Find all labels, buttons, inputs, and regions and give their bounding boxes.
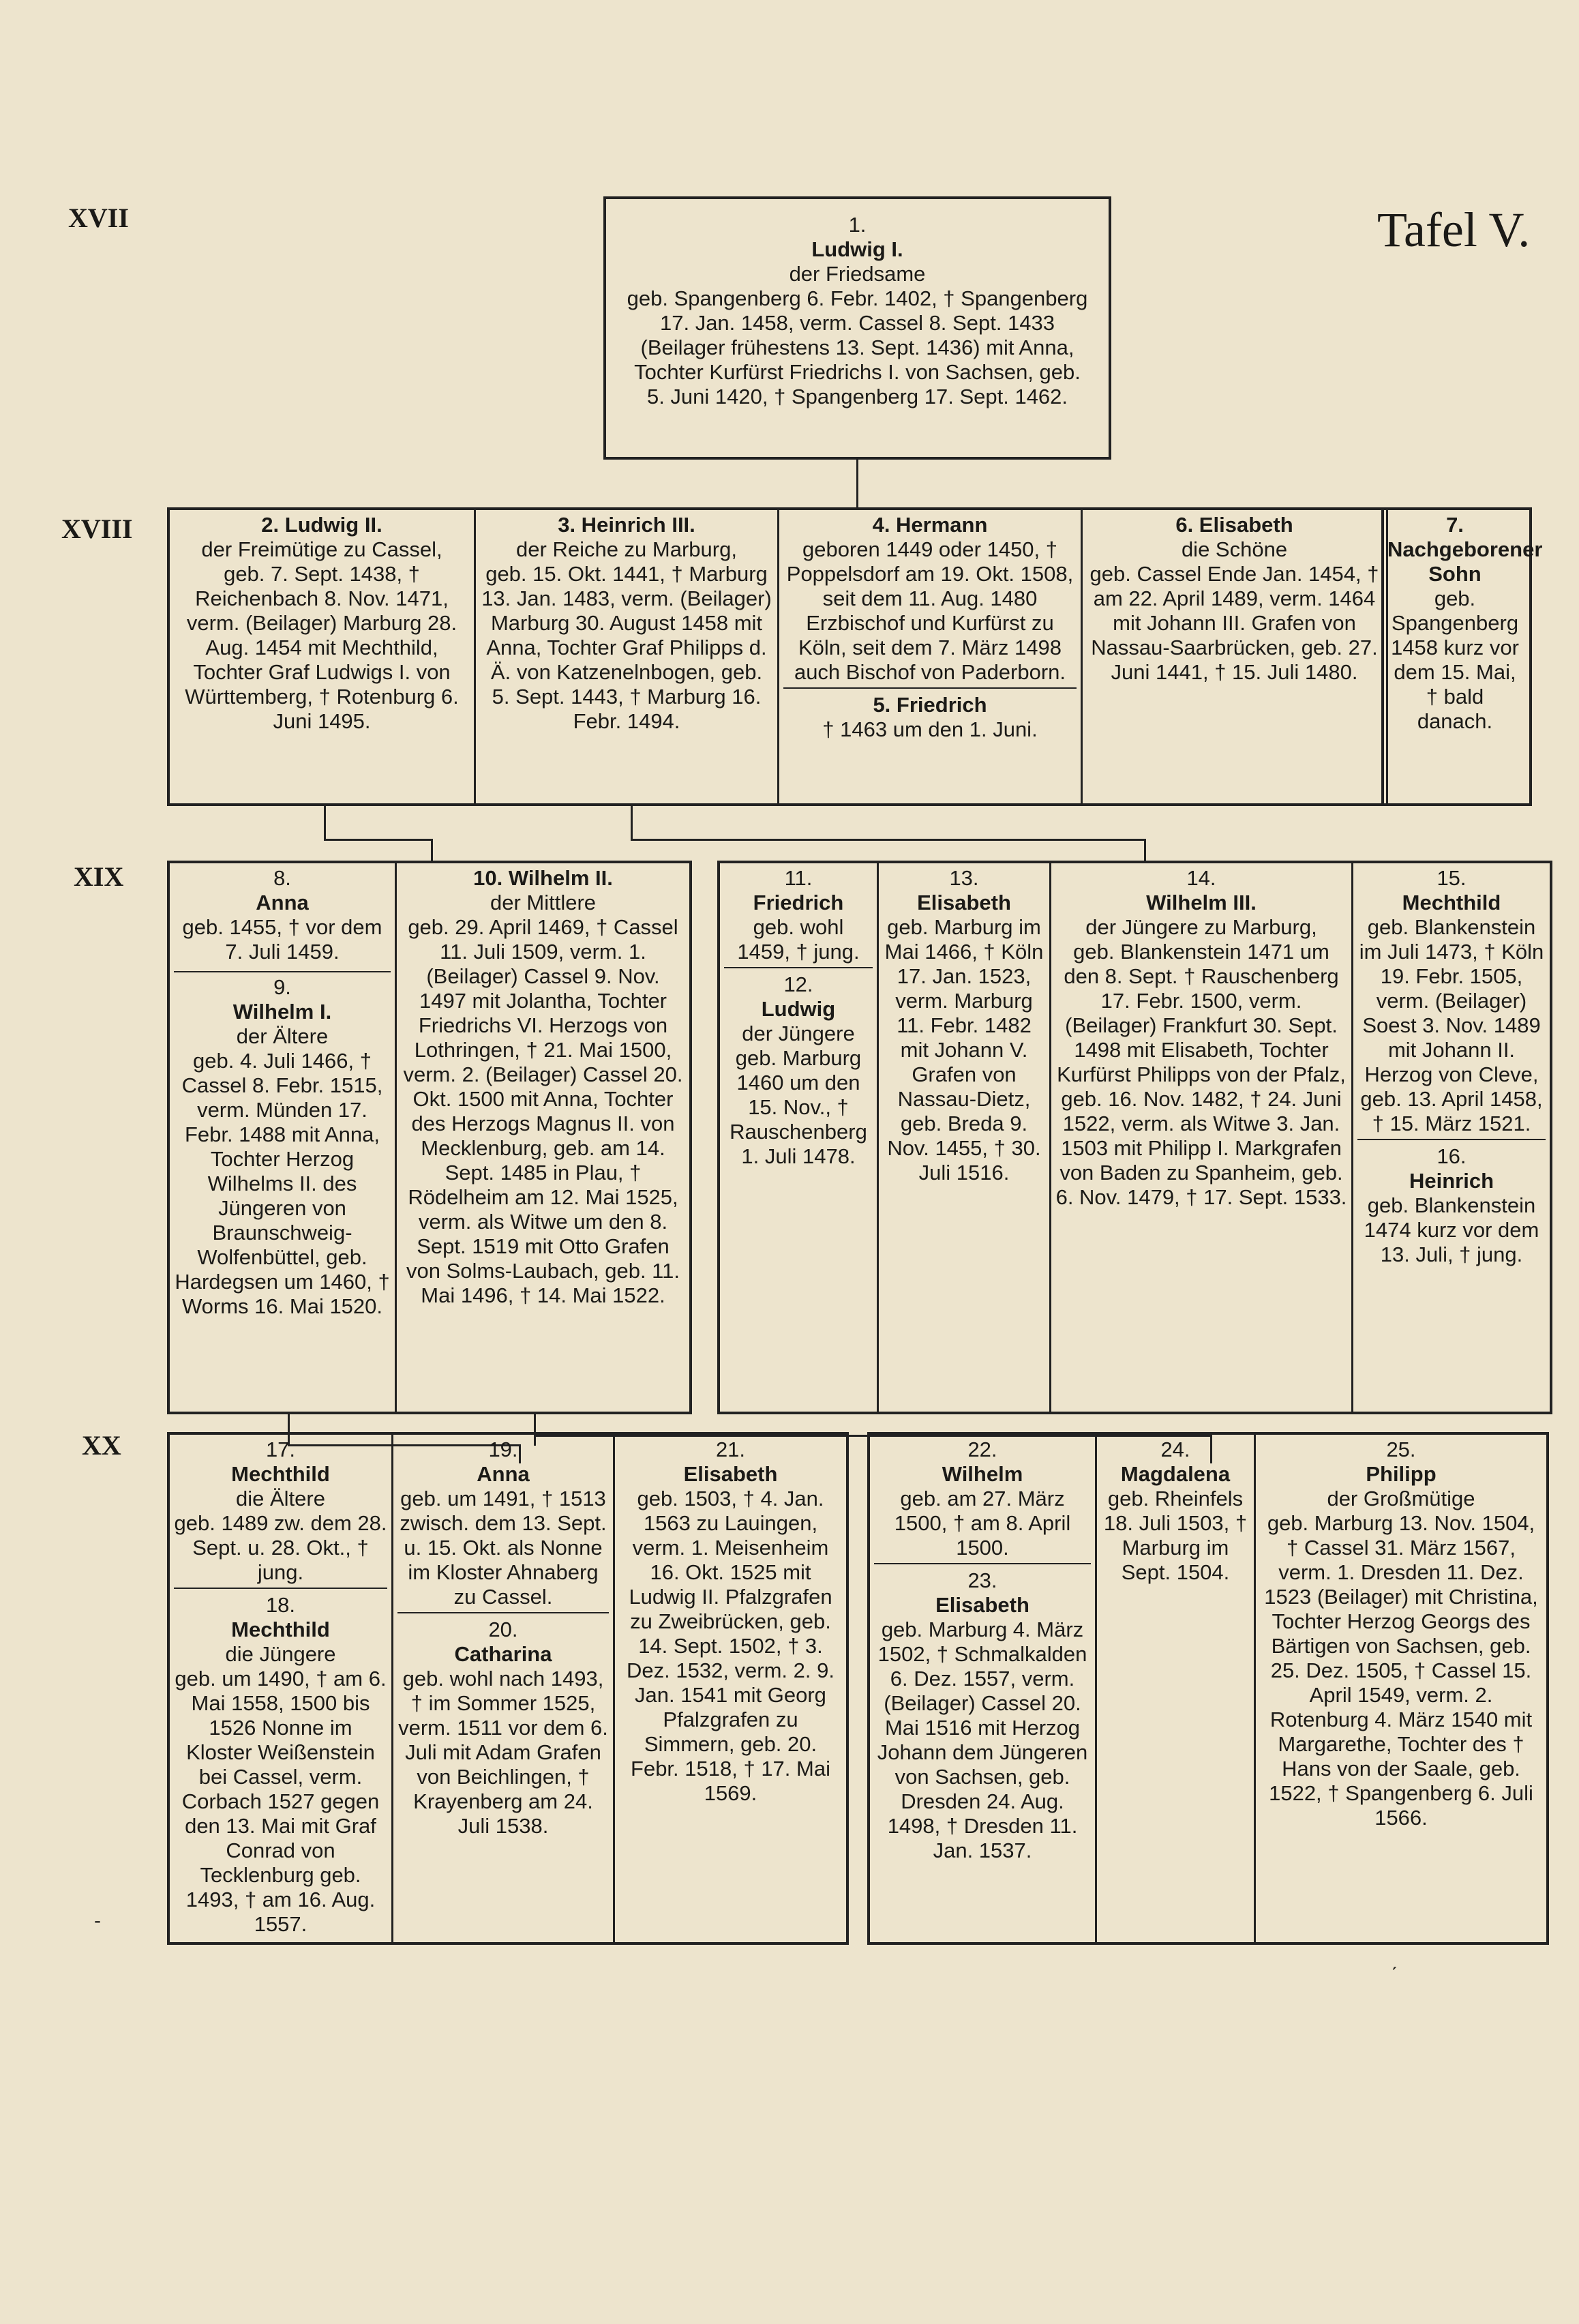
person-name: 3. Heinrich III. [558,513,695,537]
person-number: 21. [715,1437,746,1461]
person-name: Wilhelm III. [1146,891,1257,914]
person-details: geb. Blankenstein 1474 kurz vor dem 13. Juli, † jung. [1364,1193,1539,1266]
person-card [1097,1435,1254,1942]
connector-line [324,839,433,841]
person-card [870,1435,1095,1942]
person-details: geb. Blankenstein im Juli 1473, † Köln 19. Febr. 1505, verm. (Beilager) Soest 3. Nov. 1489 mit Johann II. Herzog von Cleve, geb. 13. April 1458, † 15. März 1521. [1359,915,1544,1135]
person-name: Magdalena [1120,1462,1231,1486]
person-name: Mechthild [1402,891,1501,914]
gen20-group-left [167,1432,849,1945]
person-name: Heinrich [1409,1169,1494,1193]
person-details: geb. Marburg 13. Nov. 1504, † Cassel 31. März 1567, verm. 1. Dresden 11. Dez. 1523 (Beilager) mit Christina, Tochter Herzog Georgs des Bärtigen von Sachsen, geb. 25. Dez. 1505, † Cassel 15. April 1549, verm. 2. Rotenburg 4. März 1540 mit Margarethe, Tochter des † Hans von der Saale, geb. 1522, † Spangenberg 6. Juli 1566. [1264,1511,1538,1830]
person-details: geb. Blankenstein 1471 um den 8. Sept. † Rauschenberg 17. Febr. 1500, verm. (Beilager) Frankfurt 30. Sept. 1498 mit Elisabeth, Tochter Kurfürst Philipps von der Pfalz, geb. 16. Nov. 1482, † 24. Juni 1522, verm. als Witwe 3. Jan. 1503 mit Philipp I. Markgrafen von Baden zu Spanheim, geb. 6. Nov. 1479, † 17. Sept. 1533. [1055,940,1347,1209]
person-card-upper [174,866,391,967]
person-epithet: die Jüngere [225,1642,336,1666]
generation-label-xix: XIX [74,861,124,892]
person-card [1383,510,1543,803]
person-details: geb. Spangenberg 1458 kurz vor dem 15. Mai, † bald danach. [1391,586,1519,733]
person-card-upper [783,513,1077,689]
generation-label-xx: XX [82,1430,121,1461]
print-mark: ˊ [1391,1964,1398,1986]
person-name: 7. Nachgeborener Sohn [1387,513,1543,586]
person-name: Elisabeth [917,891,1011,914]
person-name: Mechthild [231,1462,330,1486]
person-number: 8. [273,866,291,890]
connector-line [631,806,633,840]
person-card [879,863,1049,1412]
person-details: geb. 29. April 1469, † Cassel 11. Juli 1509, verm. 1. (Beilager) Cassel 9. Nov. 1497 mit Jolantha, Tochter Friedrichs VI. Herzogs von Lothringen, † 21. Mai 1500, verm. 2. (Beilager) Cassel 20. Okt. 1500 mit Anna, Tochter des Herzogs Magnus II. von Mecklenburg, geb. am 14. Sept. 1485 in Plau, † Rödelheim am 12. Mai 1525, verm. als Witwe um den 8. Sept. 1519 mit Otto Grafen von Solms-Laubach, geb. 11. Mai 1496, † 14. Mai 1522. [403,915,683,1307]
person-number: 9. [174,971,391,1000]
person-name: Wilhelm I. [232,1000,332,1024]
person-name: Philipp [1366,1462,1437,1486]
gen20-group-right [867,1432,1549,1945]
generation-label-xviii: XVIII [61,513,133,544]
person-name: Wilhelm [942,1462,1023,1486]
person-number: 13. [949,866,979,890]
person-details: † 1463 um den 1. Juni. [822,717,1038,741]
person-number: 25. [1386,1437,1416,1461]
person-card-upper [1357,866,1546,1140]
person-epithet: die Ältere [236,1487,325,1510]
plate-title: Tafel V. [1377,203,1531,257]
person-epithet: der Reiche zu Marburg, [516,537,737,561]
connector-line [856,460,858,507]
person-number: 18. [265,1593,296,1617]
person-card [779,510,1081,803]
connector-line [324,806,326,840]
person-number: 11. [784,866,813,890]
person-card [1051,863,1351,1412]
gen18-group-end [1383,507,1543,806]
person-card-upper [724,866,873,968]
person-card [476,510,777,803]
person-details: geb. um 1491, † 1513 zwisch. dem 13. Sept. u. 15. Okt. als Nonne im Kloster Ahnaberg zu Cassel. [400,1487,607,1609]
person-name: Ludwig I. [811,237,903,261]
person-name: Catharina [454,1642,552,1666]
person-details: geb. Spangenberg 6. Febr. 1402, † Spangenberg 17. Jan. 1458, verm. Cassel 8. Sept. 1433 (Beilager frühestens 13. Sept. 1436) mit Anna, Tochter Kurfürst Friedrichs I. von Sachsen, geb. 5. Juni 1420, † Spangenberg 17. Sept. 1462. [627,286,1088,408]
person-card-upper [174,1437,387,1589]
person-card [170,863,395,1412]
person-details: geb. 7. Sept. 1438, † Reichenbach 8. Nov. 1471, verm. (Beilager) Marburg 28. Aug. 1454 mit Mechthild, Tochter Graf Ludwigs I. von Württemberg, † Rotenburg 6. Juni 1495. [185,562,459,733]
person-number: 19. [488,1437,518,1461]
generation-label-xvii: XVII [68,203,129,233]
person-name: 6. Elisabeth [1175,513,1293,537]
person-number: 16. [1437,1144,1467,1168]
person-card [170,1435,391,1942]
person-number: 24. [1160,1437,1190,1461]
person-number: 17. [265,1437,296,1461]
gen17-group [603,196,1111,460]
person-details: geb. Marburg im Mai 1466, † Köln 17. Jan. 1523, verm. Marburg 11. Febr. 1482 mit Johann V. Grafen von Nassau-Dietz, geb. Breda 9. Nov. 1455, † 30. Juli 1516. [884,915,1044,1185]
person-details: geb. Marburg 4. März 1502, † Schmalkalden 6. Dez. 1557, verm. (Beilager) Cassel 20. Mai 1516 mit Herzog Johann dem Jüngeren von Sachsen, geb. Dresden 24. Aug. 1498, † Dresden 11. Jan. 1537. [877,1618,1088,1862]
person-card [393,1435,613,1942]
gen19-group-right [717,861,1552,1414]
person-name: 5. Friedrich [873,693,987,717]
person-epithet: der Ältere [236,1024,329,1048]
person-card [606,199,1109,457]
person-number: 23. [967,1568,997,1592]
person-card [615,1435,846,1942]
person-details: geb. Rheinfels 18. Juli 1503, † Marburg im Sept. 1504. [1103,1487,1248,1584]
person-number: 22. [967,1437,997,1461]
person-card [1256,1435,1546,1942]
person-details: geb. 1455, † vor dem 7. Juli 1459. [182,915,382,964]
person-card-upper [397,1437,609,1613]
person-name: Elisabeth [935,1593,1029,1617]
gen18-group [167,507,1384,806]
person-epithet: der Friedsame [789,262,926,286]
person-details: geboren 1449 oder 1450, † Poppelsdorf am 19. Okt. 1508, seit dem 11. Aug. 1480 Erzbischof und Kurfürst zu Köln, seit dem 7. März 1498 auch Bischof von Paderborn. [786,537,1074,684]
person-epithet: der Freimütige zu Cassel, [201,537,442,561]
person-details: geb. Cassel Ende Jan. 1454, † am 22. April 1489, verm. 1464 mit Johann III. Grafen von Nassau-Saarbrücken, geb. 27. Juni 1441, † 15. Juli 1480. [1089,562,1379,684]
person-card [1083,510,1386,803]
person-details: geb. wohl 1459, † jung. [737,915,860,964]
person-epithet: die Schöne [1181,537,1288,561]
person-details: geb. Marburg 1460 um den 15. Nov., † Rauschenberg 1. Juli 1478. [730,1046,867,1168]
person-name: Friedrich [753,891,844,914]
person-epithet: der Jüngere zu Marburg, [1085,915,1317,939]
person-epithet: der Jüngere [742,1022,855,1045]
person-number: 15. [1437,866,1467,890]
person-number: 14. [1186,866,1216,890]
connector-line [1144,839,1146,862]
print-mark: - [94,1909,101,1932]
person-name: Mechthild [231,1618,330,1641]
person-details: geb. 1489 zw. dem 28. Sept. u. 28. Okt., † jung. [174,1511,387,1584]
gen19-group-left [167,861,692,1414]
person-name: 4. Hermann [872,513,988,537]
person-number: 1. [848,213,867,237]
person-details: geb. 4. Juli 1466, † Cassel 8. Febr. 1515, verm. Münden 17. Febr. 1488 mit Anna, Tochter Herzog Wilhelms II. des Jüngeren von Braunschweig-Wolfenbüttel, geb. Hardegsen um 1460, † Worms 16. Mai 1520. [175,1049,390,1318]
person-epithet: der Großmütige [1327,1487,1475,1510]
person-name: Ludwig [761,997,836,1021]
person-details: geb. um 1490, † am 6. Mai 1558, 1500 bis 1526 Nonne im Kloster Weißenstein bei Cassel, verm. Corbach 1527 gegen den 13. Mai mit Graf Conrad von Tecklenburg geb. 1493, † am 16. Aug. 1557. [175,1667,387,1936]
person-name: 10. Wilhelm II. [473,866,613,890]
person-name: Anna [477,1462,530,1486]
person-card [170,510,474,803]
person-name: Anna [256,891,309,914]
person-name: 2. Ludwig II. [261,513,382,537]
person-details: geb. 15. Okt. 1441, † Marburg 13. Jan. 1483, verm. (Beilager) Marburg 30. August 1458 mit Anna, Tochter Graf Philipps d. Ä. von Katzenelnbogen, geb. 5. Sept. 1443, † Marburg 16. Febr. 1494. [481,562,772,733]
person-card [1353,863,1550,1412]
person-card [397,863,689,1412]
person-card-upper [874,1437,1091,1564]
person-name: Elisabeth [683,1462,778,1486]
person-number: 12. [783,972,813,996]
person-card [720,863,877,1412]
person-details: geb. am 27. März 1500, † am 8. April 1500. [894,1487,1071,1560]
connector-line [431,839,433,862]
person-epithet: der Mittlere [490,891,597,914]
connector-line [631,839,1146,841]
person-details: geb. wohl nach 1493, † im Sommer 1525, verm. 1511 vor dem 6. Juli mit Adam Grafen von Beichlingen, † Krayenberg am 24. Juli 1538. [398,1667,608,1838]
person-number: 20. [488,1618,518,1641]
person-details: geb. 1503, † 4. Jan. 1563 zu Lauingen, verm. 1. Meisenheim 16. Okt. 1525 mit Ludwig II. Pfalzgrafen zu Zweibrücken, geb. 14. Sept. 1502, † 3. Dez. 1532, verm. 2. 9. Jan. 1541 mit Georg Pfalzgrafen zu Simmern, geb. 20. Febr. 1518, † 17. Mai 1569. [627,1487,834,1805]
